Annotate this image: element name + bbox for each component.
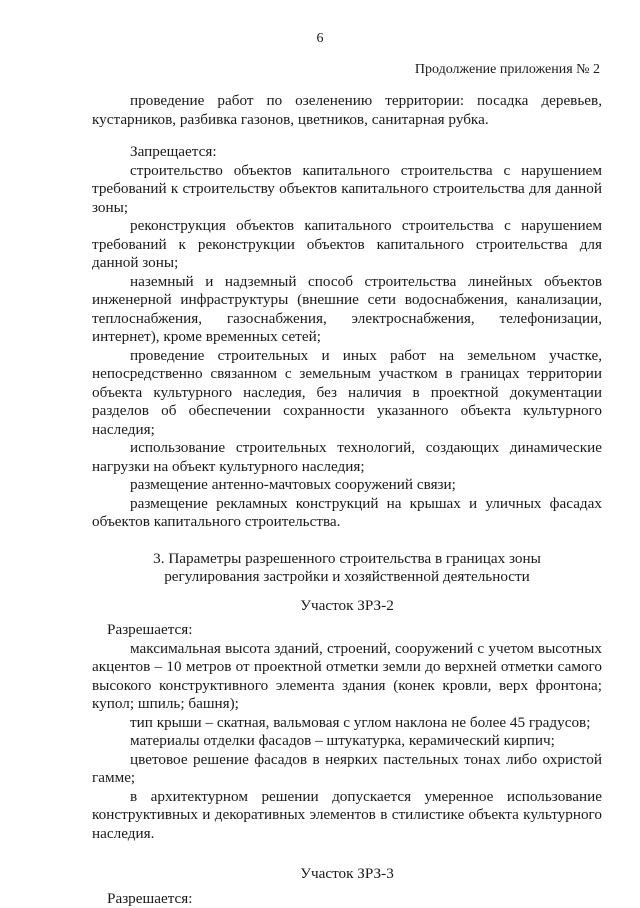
zrz3-allowed-label: Разрешается: (92, 890, 602, 908)
paragraph-greening: проведение работ по озеленению территории: посадка деревьев, кустарников, разбивка газонов, цветников, санитарная рубка. (92, 92, 602, 129)
plot-zrz3-title: Участок ЗРЗ-3 (92, 865, 602, 884)
prohibited-item: размещение рекламных конструкций на крышах и уличных фасадах объектов капитального строительства. (92, 495, 602, 532)
prohibited-item: наземный и надземный способ строительства линейных объектов инженерной инфраструктуры (внешние сети водоснабжения, канализации, теплоснабжения, газоснабжения, электроснабжения, телефонизации, интернет), кроме временных сетей; (92, 273, 602, 347)
allowed-item: материалы отделки фасадов – штукатурка, керамический кирпич; (92, 732, 602, 751)
prohibited-item: строительство объектов капитального строительства с нарушением требований к строительству объектов капитального строительства для данной зоны; (92, 162, 602, 218)
section-3-heading (92, 550, 602, 587)
allowed-item: цветовое решение фасадов в неярких пастельных тонах либо охристой гамме; (92, 751, 602, 788)
plot-zrz3-heading (92, 865, 602, 884)
prohibited-item: размещение антенно-мачтовых сооружений связи; (92, 476, 602, 495)
prohibited-label: Запрещается: (92, 143, 602, 162)
allowed-item: в архитектурном решении допускается умеренное использование конструктивных и декоративных элементов в стилистике объекта культурного наследия. (92, 788, 602, 844)
document-body (92, 92, 602, 908)
plot-zrz2-title: Участок ЗРЗ-2 (92, 597, 602, 616)
annex-caption: Продолжение приложения № 2 (415, 61, 600, 80)
prohibited-item: проведение строительных и иных работ на земельном участке, непосредственно связанном с земельным участком в границах территории объекта культурного наследия, без наличия в проектной документации разделов об обеспечении сохранности указанного объекта культурного наследия; (92, 347, 602, 440)
section-3-title-line2: регулирования застройки и хозяйственной деятельности (92, 568, 602, 587)
allowed-item: максимальная высота зданий, строений, сооружений с учетом высотных акцентов – 10 метров от проектной отметки земли до верхней отметки самого высокого конструктивного элемента здания (конек кровли, верх фронтона; купол; шпиль; башня); (92, 640, 602, 714)
plot-zrz2-heading (92, 597, 602, 616)
page-number: 6 (0, 30, 640, 49)
allowed-item: тип крыши – скатная, вальмовая с углом наклона не более 45 градусов; (92, 714, 602, 733)
prohibited-item: использование строительных технологий, создающих динамические нагрузки на объект культурного наследия; (92, 439, 602, 476)
prohibited-item: реконструкция объектов капитального строительства с нарушением требований к реконструкции объектов капитального строительства для данной зоны; (92, 217, 602, 273)
allowed-label: Разрешается: (92, 621, 602, 640)
section-3-title-line1: 3. Параметры разрешенного строительства в границах зоны (92, 550, 602, 569)
